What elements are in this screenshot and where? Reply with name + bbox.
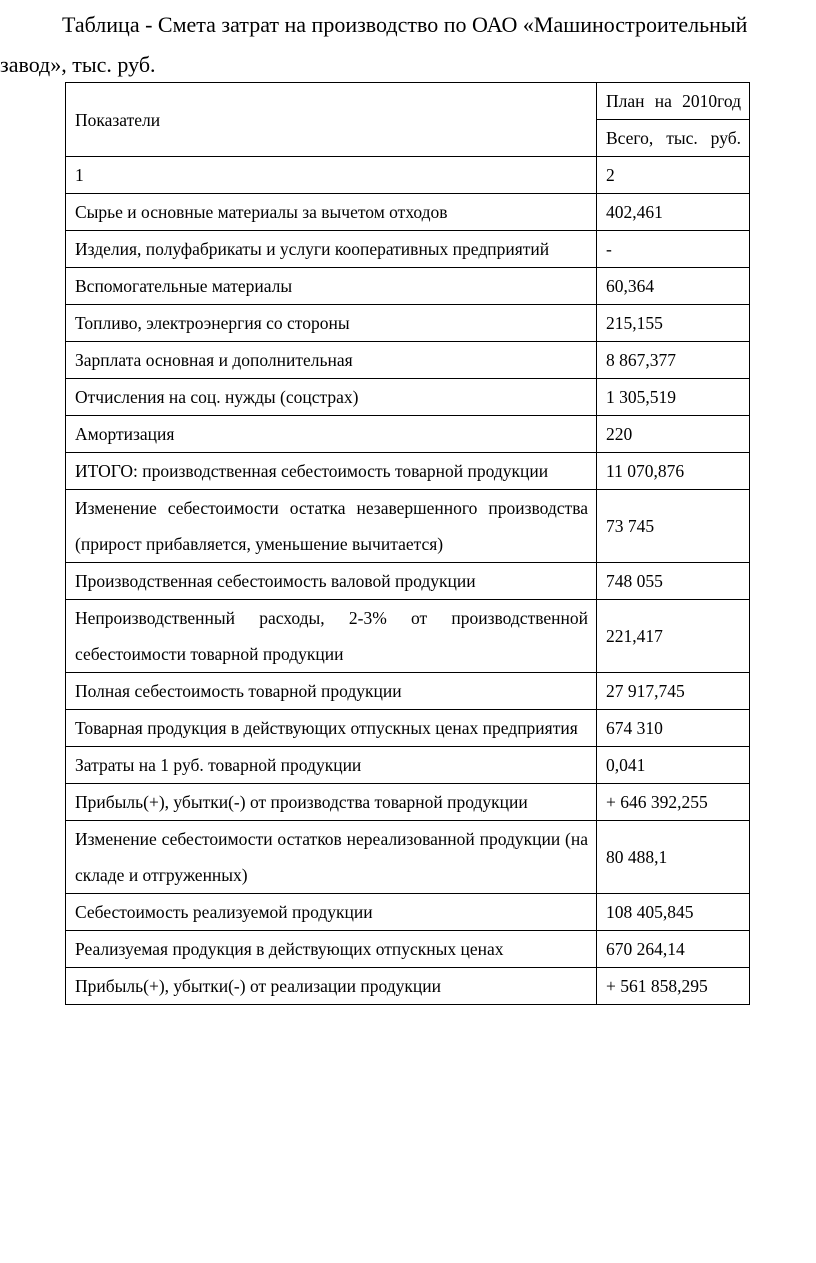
table-row <box>66 968 750 1005</box>
row-value: 108 405,845 <box>597 894 750 931</box>
table-row <box>66 305 750 342</box>
row-value: 220 <box>597 416 750 453</box>
row-label: Затраты на 1 руб. товарной продукции <box>66 747 597 784</box>
row-label: Зарплата основная и дополнительная <box>66 342 597 379</box>
table-row <box>66 600 750 673</box>
table-row <box>66 379 750 416</box>
header-indicators: Показатели <box>66 83 597 157</box>
table-row <box>66 563 750 600</box>
row-label: ИТОГО: производственная себестоимость товарной продукции <box>66 453 597 490</box>
column-number-1: 1 <box>66 157 597 194</box>
row-label: Изделия, полуфабрикаты и услуги кооперативных предприятий <box>66 231 597 268</box>
row-label: Амортизация <box>66 416 597 453</box>
table-row <box>66 194 750 231</box>
row-label: Прибыль(+), убытки(-) от производства товарной продукции <box>66 784 597 821</box>
caption-line-2: завод», тыс. руб. <box>0 52 156 77</box>
table-row <box>66 931 750 968</box>
table-caption <box>0 0 816 90</box>
cost-estimate-table <box>65 82 750 1005</box>
row-label: Непроизводственный расходы, 2-3% от производственной себестоимости товарной продукции <box>66 600 597 673</box>
table-row <box>66 894 750 931</box>
table-row <box>66 416 750 453</box>
row-value: 0,041 <box>597 747 750 784</box>
table-row <box>66 231 750 268</box>
table-row <box>66 747 750 784</box>
row-value: 670 264,14 <box>597 931 750 968</box>
row-value: 60,364 <box>597 268 750 305</box>
column-number-row <box>66 157 750 194</box>
header-row <box>66 83 750 120</box>
row-value: 674 310 <box>597 710 750 747</box>
row-label: Отчисления на соц. нужды (соцстрах) <box>66 379 597 416</box>
row-label: Полная себестоимость товарной продукции <box>66 673 597 710</box>
table-row <box>66 342 750 379</box>
row-value: 215,155 <box>597 305 750 342</box>
row-value: - <box>597 231 750 268</box>
column-number-2: 2 <box>597 157 750 194</box>
row-label: Изменение себестоимости остатков нереализованной продукции (на складе и отгруженных) <box>66 821 597 894</box>
row-value: 73 745 <box>597 490 750 563</box>
table-row <box>66 821 750 894</box>
row-value: 8 867,377 <box>597 342 750 379</box>
row-value: + 561 858,295 <box>597 968 750 1005</box>
row-label: Товарная продукция в действующих отпускных ценах предприятия <box>66 710 597 747</box>
row-value: 402,461 <box>597 194 750 231</box>
row-label: Изменение себестоимости остатка незавершенного производства (прирост прибавляется, уменьшение вычитается) <box>66 490 597 563</box>
row-value: 1 305,519 <box>597 379 750 416</box>
row-value: 80 488,1 <box>597 821 750 894</box>
row-value: 11 070,876 <box>597 453 750 490</box>
row-label: Себестоимость реализуемой продукции <box>66 894 597 931</box>
table-row <box>66 784 750 821</box>
row-value: 221,417 <box>597 600 750 673</box>
row-label: Прибыль(+), убытки(-) от реализации продукции <box>66 968 597 1005</box>
caption-line-1: Таблица - Смета затрат на производство по ОАО «Машиностроительный <box>62 12 748 37</box>
row-value: 27 917,745 <box>597 673 750 710</box>
row-label: Вспомогательные материалы <box>66 268 597 305</box>
row-label: Реализуемая продукция в действующих отпускных ценах <box>66 931 597 968</box>
row-label: Производственная себестоимость валовой продукции <box>66 563 597 600</box>
row-label: Топливо, электроэнергия со стороны <box>66 305 597 342</box>
row-value: 748 055 <box>597 563 750 600</box>
table-row <box>66 710 750 747</box>
table-row <box>66 268 750 305</box>
table-row <box>66 490 750 563</box>
row-value: + 646 392,255 <box>597 784 750 821</box>
row-label: Сырье и основные материалы за вычетом отходов <box>66 194 597 231</box>
table-row <box>66 453 750 490</box>
header-total: Всего, тыс. руб. <box>597 120 750 157</box>
table-row <box>66 673 750 710</box>
header-plan: План на 2010год <box>597 83 750 120</box>
